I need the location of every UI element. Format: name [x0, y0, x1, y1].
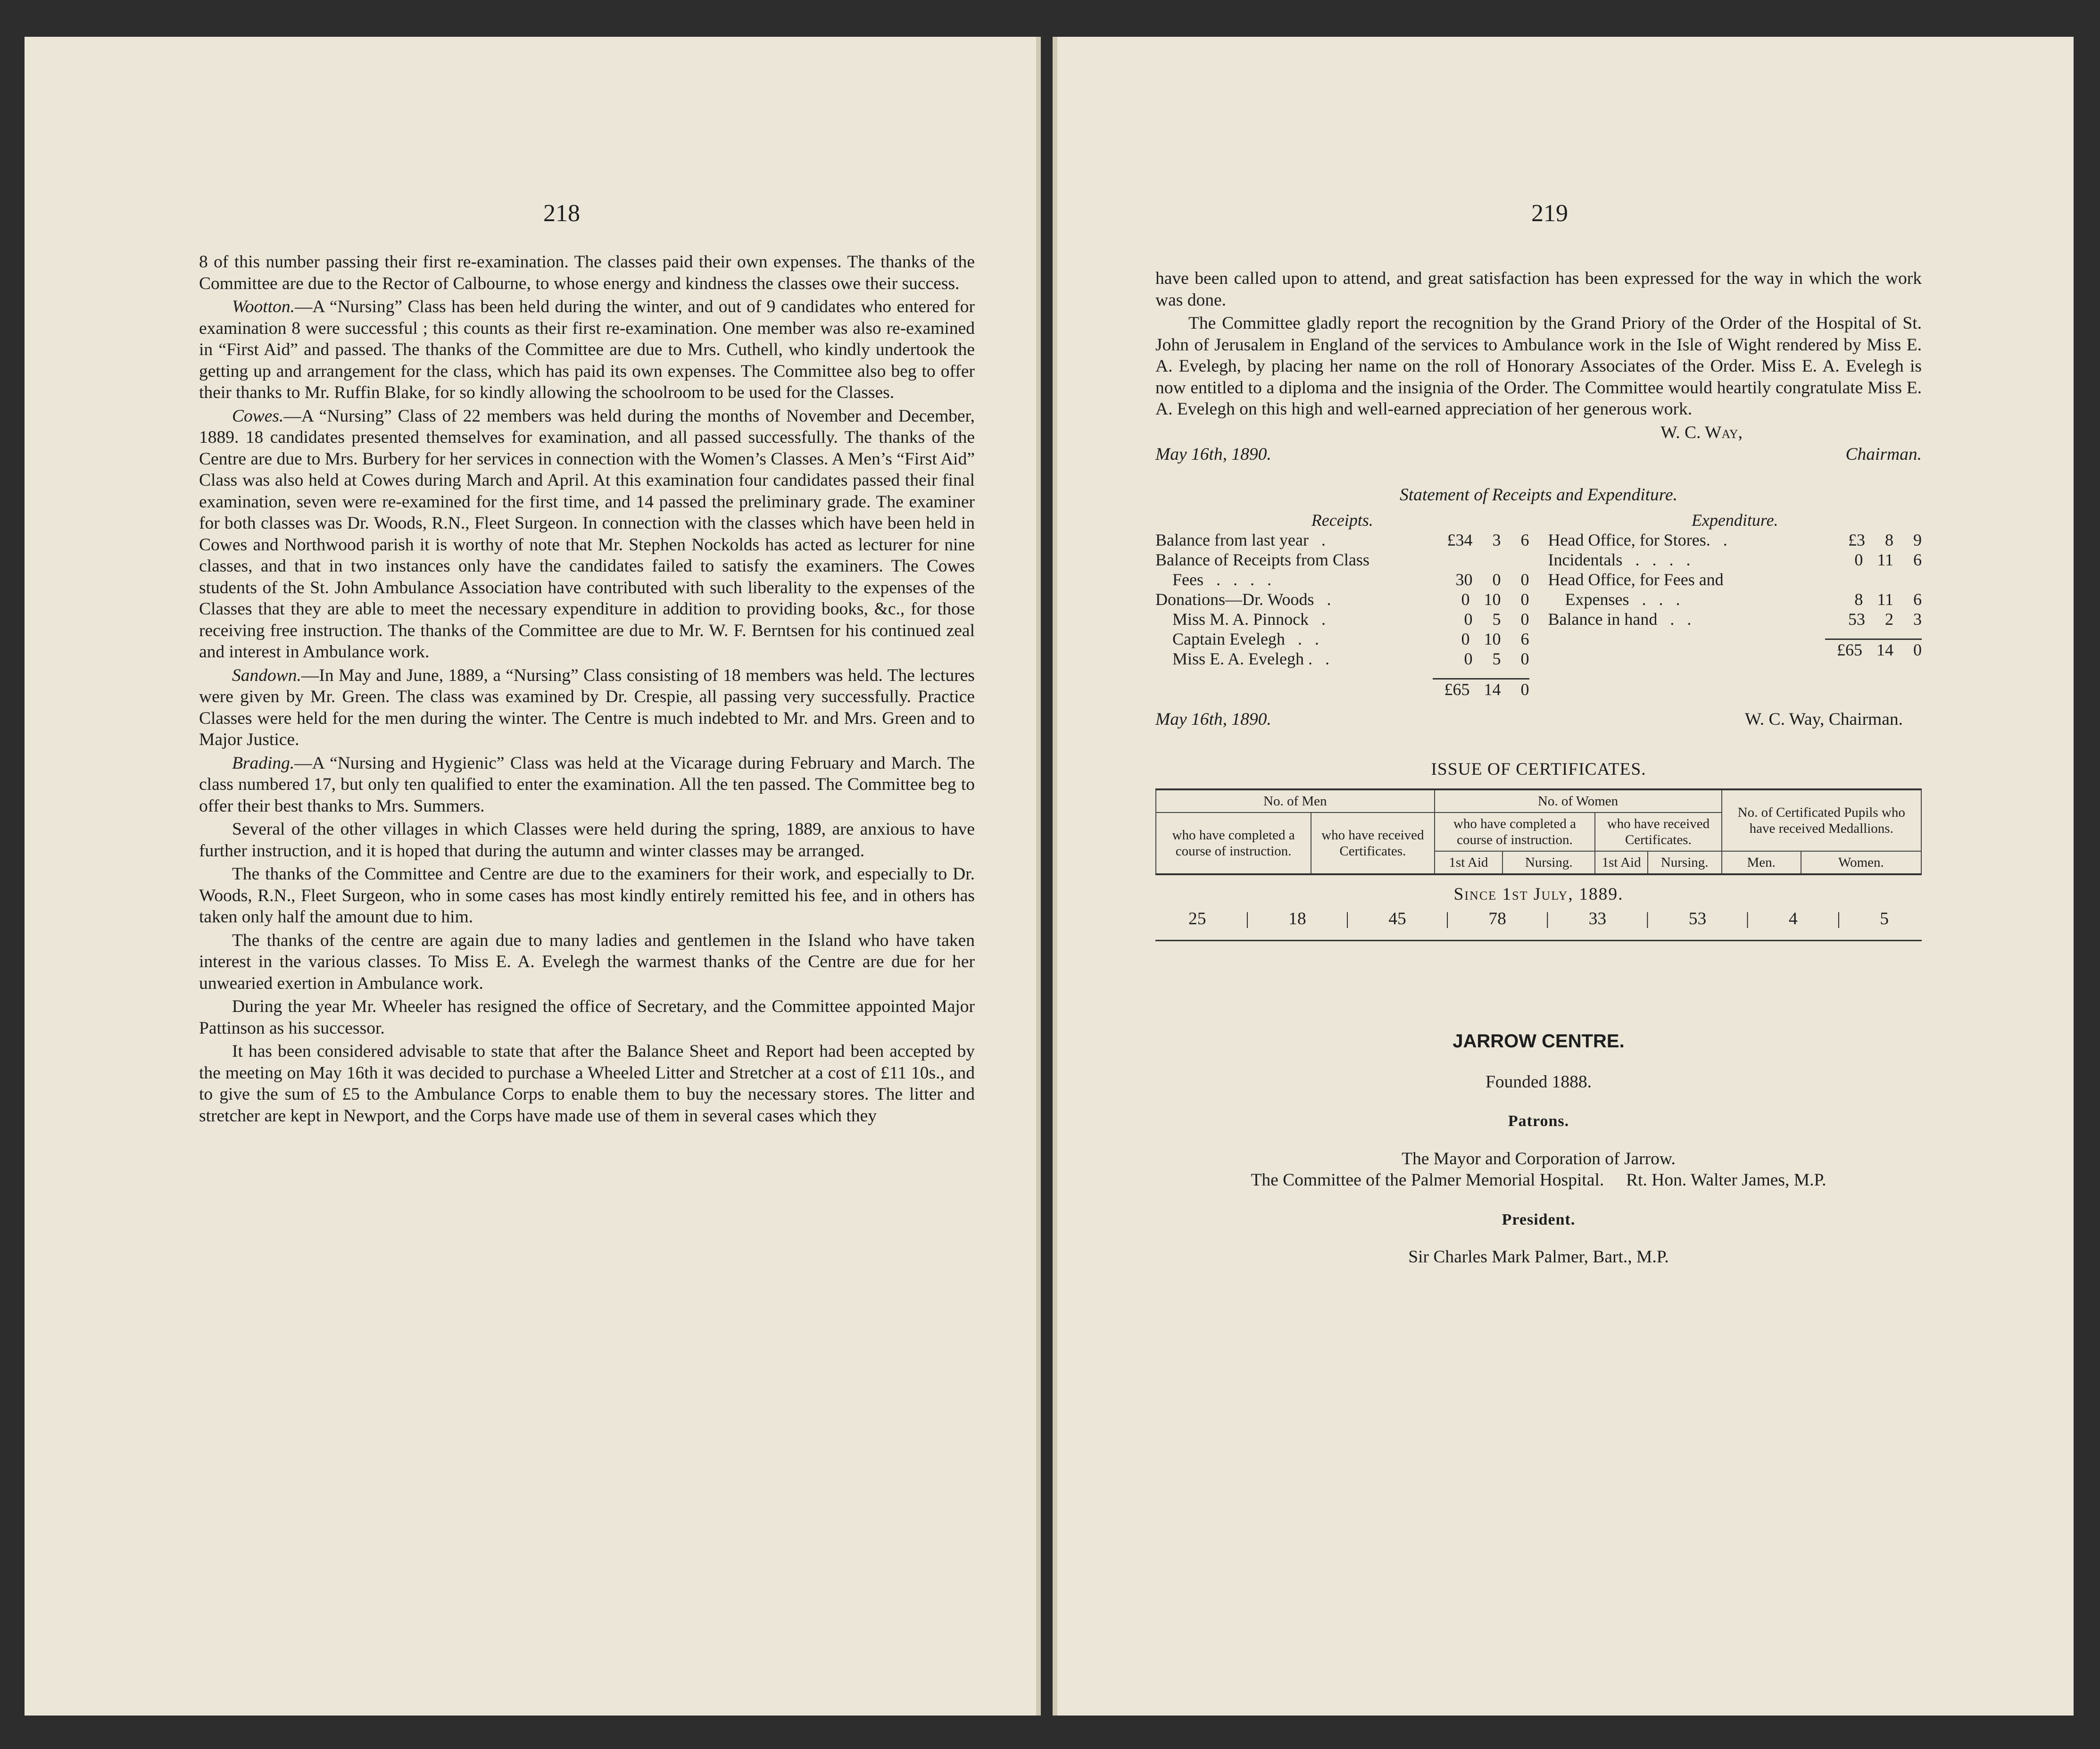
left-paragraph: [199, 1041, 975, 1127]
medal-men-header: Men.: [1722, 851, 1801, 874]
receipt-row-amount-d: 0: [1520, 610, 1529, 629]
nursing-header: Nursing.: [1502, 851, 1595, 874]
first-aid-header-2: 1st Aid: [1595, 851, 1648, 874]
men-header: No. of Men: [1156, 789, 1435, 812]
paragraph-lead: Sandown.: [232, 665, 301, 685]
expenditure-header: Expenditure.: [1691, 511, 1778, 530]
president-name: Sir Charles Mark Palmer, Bart., M.P.: [1408, 1247, 1669, 1267]
receipt-row-label: Captain Evelegh . .: [1155, 630, 1319, 648]
receipts-total-l: £65: [1444, 680, 1470, 699]
receipt-row-label: Miss E. A. Evelegh . .: [1155, 649, 1329, 668]
left-paragraph: [199, 406, 975, 663]
expenditure-row-amount-d: 6: [1913, 550, 1922, 569]
receipt-row-amount-l: 0: [1464, 649, 1473, 668]
left-page: [25, 37, 1041, 1716]
value-separator: |: [1745, 909, 1750, 928]
expenditure-row-amount-s: 11: [1877, 590, 1893, 609]
left-paragraph: [199, 296, 975, 404]
receipt-row: [1155, 649, 1529, 669]
certificate-value: 25: [1188, 909, 1206, 928]
receipt-row-amount-s: [1487, 550, 1501, 570]
value-separator: |: [1445, 909, 1449, 928]
expenditure-total-l: £65: [1837, 640, 1862, 659]
expenditure-row-amount-l: 8: [1854, 590, 1863, 609]
receipt-row-amount-d: 6: [1520, 531, 1529, 549]
signature-name: W. C. Way,: [1660, 423, 1743, 442]
paragraph-text: The thanks of the centre are again due to many ladies and gentlemen in the Island who have taken interest in the various classes. To Miss E. A. Evelegh the warmest thanks of the Centre are due for her unwearied exertion in Ambulance work.: [199, 930, 975, 993]
receipt-row-amount-d: 0: [1520, 590, 1529, 609]
receipts-total: [1155, 680, 1529, 699]
expenditure-row-amount-l: [1851, 570, 1865, 589]
paragraph-text: —In May and June, 1889, a “Nursing” Class consisting of 18 members was held. The lectures were given by Mr. Green. The class was examined by Dr. Crespie, all passing very successfully. Practice Classes were held for the men during the winter. The Centre is much indebted to Mr. and Mrs. Green and to Major Justice.: [199, 665, 975, 749]
signature-block: [1155, 422, 1922, 465]
left-text-column: [199, 251, 975, 1128]
women-header: No. of Women: [1435, 789, 1722, 812]
certificates-title: ISSUE OF CERTIFICATES.: [1431, 759, 1646, 779]
left-paragraph: [199, 819, 975, 862]
expenditure-row-amount-s: 11: [1877, 550, 1893, 569]
paragraph-text: During the year Mr. Wheeler has resigned the office of Secretary, and the Committee appointed Major Pattinson as his successor.: [199, 997, 975, 1038]
expenditure-row: [1548, 550, 1922, 570]
paragraph-text: The thanks of the Committee and Centre are due to the examiners for their work, and especially to Dr. Woods, R.N., Fleet Surgeon, who in some cases has most kindly entirely remitted his fee, and in others has taken only half the amount due to him.: [199, 864, 975, 927]
receipt-row-amount-s: 10: [1484, 630, 1501, 648]
certificate-value: 33: [1588, 909, 1607, 928]
receipt-row-amount-l: 0: [1461, 590, 1470, 609]
paragraph-lead: Brading.: [232, 753, 295, 773]
receipts-rows: [1155, 530, 1529, 669]
expenditure-row-amount-s: 2: [1885, 610, 1893, 629]
receipts-total-s: 14: [1484, 680, 1501, 699]
receipt-row-amount-d: 0: [1520, 570, 1529, 589]
value-separator: |: [1245, 909, 1249, 928]
continuation-paragraph: have been called upon to attend, and great satisfaction has been expressed for the way in which the work was done.: [1155, 269, 1922, 310]
left-paragraph: [199, 251, 975, 294]
value-separator: |: [1645, 909, 1650, 928]
expenditure-total-d: 0: [1913, 640, 1922, 659]
certificate-value: 53: [1688, 909, 1707, 928]
receipt-row: [1155, 589, 1529, 609]
table-bottom-rule: [1155, 940, 1922, 941]
receipt-row-amount-l: £34: [1447, 531, 1473, 549]
receipt-row-amount-d: [1515, 550, 1529, 570]
receipts-side: [1155, 510, 1529, 699]
since-date: Since 1st July, 1889.: [1453, 885, 1624, 904]
paragraph-text: —A “Nursing” Class of 22 members was held during the months of November and December, 1889. 18 candidates presented themselves for examination, and all passed successfully. The thanks of the Centre are due to Mrs. Burbery for her services in connection with the Women’s Classes. A Men’s “First Aid” Class was also held at Cowes during March and April. At this examination four candidates passed their final examination, seven were re-examined for the first time, and 14 passed the preliminary grade. The examiner for both classes was Dr. Woods, R.N., Fleet Surgeon. In connection with the classes which have been held in Cowes and Northwood parish it is worthy of note that Mr. Stephen Nockolds has acted as lecturer for nine classes, and that in two instances only have the candidates failed to satisfy the examiners. The Cowes students of the St. John Ambulance Association have contributed with such liberality to the expenses of the Classes that they are able to meet the necessary expenditure in addition to providing books, &c., for those receiving free instruction. The thanks of the Committee are due to Mr. W. F. Berntsen for his continued zeal and interest in Ambulance work.: [199, 406, 975, 662]
receipt-row-amount-l: 0: [1461, 630, 1470, 648]
receipt-row: [1155, 570, 1529, 589]
page-number-right: 219: [1531, 200, 1568, 227]
value-separator: |: [1345, 909, 1349, 928]
receipt-row-amount-l: 0: [1464, 610, 1473, 629]
receipt-row: [1155, 609, 1529, 629]
paragraph-lead: Wootton.: [232, 297, 295, 316]
paragraph-text: 8 of this number passing their first re-examination. The classes paid their own expenses. The thanks of the Committee are due to the Rector of Calbourne, to whose energy and kindness the classes owe their success.: [199, 252, 975, 293]
receipts-total-d: 0: [1520, 680, 1529, 699]
page-number-left: 218: [543, 200, 580, 227]
receipt-row: [1155, 550, 1529, 570]
expenditure-row-label: Head Office, for Stores. .: [1548, 531, 1727, 549]
paragraph-text: —A “Nursing” Class has been held during the winter, and out of 9 candidates who entered for examination 8 were successful ; this counts as their first re-examination. One member was also re-examined in “First Aid” and passed. The thanks of the Committee are due to Mrs. Cuthell, who kindly undertook the getting up and arrangement for the class, which has paid its own expenses. The Committee also beg to offer their thanks to Mr. Ruffin Blake, for so kindly allowing the schoolroom to be used for the Classes.: [199, 297, 975, 402]
receipt-row: [1155, 530, 1529, 550]
expenditure-row-amount-d: [1908, 570, 1922, 589]
paragraph-text: It has been considered advisable to state that after the Balance Sheet and Report had been accepted by the meeting on May 16th it was decided to purchase a Wheeled Litter and Stretcher at a cost of £11 10s., and to give the sum of £5 to the Ambulance Corps to enable them to buy the necessary stores. The litter and stretcher are kept in Newport, and the Corps have made use of them in several cases which they: [199, 1042, 975, 1126]
receipt-row-amount-l: [1459, 550, 1473, 570]
expenditure-row-amount-l: 0: [1854, 550, 1863, 569]
value-separator: |: [1545, 909, 1549, 928]
signature-title: Chairman.: [1845, 444, 1922, 464]
expenditure-row: [1548, 589, 1922, 609]
women-received-header: who have received Certificates.: [1595, 812, 1721, 851]
paragraph-text: Several of the other villages in which Classes were held during the spring, 1889, are anxious to have further instruction, and it is hoped that during the autumn and winter classes may be arranged.: [199, 820, 975, 861]
first-aid-header: 1st Aid: [1435, 851, 1503, 874]
value-separator: |: [1837, 909, 1841, 928]
expenditure-row: [1548, 570, 1922, 589]
patrons-heading: Patrons.: [1508, 1112, 1569, 1130]
receipt-row-amount-s: 0: [1492, 570, 1501, 589]
certificate-value: 78: [1488, 909, 1506, 928]
president-heading: President.: [1502, 1210, 1576, 1228]
patrons-line-1: The Mayor and Corporation of Jarrow.: [1402, 1149, 1676, 1169]
expenditure-row: [1548, 530, 1922, 550]
women-completed-header: who have completed a course of instruction.: [1435, 812, 1595, 851]
left-paragraph: [199, 863, 975, 928]
expenditure-side: [1548, 510, 1922, 699]
left-paragraph: [199, 665, 975, 751]
certificates-table: [1155, 788, 1922, 875]
left-paragraph: [199, 753, 975, 817]
paragraph-text: —A “Nursing and Hygienic” Class was held at the Vicarage during February and March. The class numbered 17, but only ten qualified to enter the examination. All the ten passed. The Committee beg to offer their best thanks to Mrs. Summers.: [199, 753, 975, 816]
men-completed-header: who have completed a course of instruction.: [1156, 812, 1311, 874]
expenditure-row-amount-d: 3: [1913, 610, 1922, 629]
certificate-value: 45: [1388, 909, 1406, 928]
date-2: May 16th, 1890.: [1155, 710, 1271, 729]
receipt-row-amount-d: 6: [1520, 630, 1529, 648]
expenditure-row-amount-s: 8: [1885, 531, 1893, 549]
receipt-row: [1155, 629, 1529, 649]
right-page: [1053, 37, 2074, 1716]
expenditure-row-amount-d: 6: [1913, 590, 1922, 609]
expenditure-row-amount-s: [1879, 570, 1893, 589]
nursing-header-2: Nursing.: [1648, 851, 1722, 874]
receipt-row-label: Balance from last year .: [1155, 531, 1326, 549]
date-1: May 16th, 1890.: [1155, 444, 1271, 464]
receipt-row-amount-s: 5: [1492, 649, 1501, 668]
receipt-row-label: Donations—Dr. Woods .: [1155, 590, 1331, 609]
signature-2: W. C. Way, Chairman.: [1744, 710, 1903, 729]
certificate-value: 5: [1880, 909, 1889, 928]
expenditure-total-s: 14: [1876, 640, 1893, 659]
founded-line: Founded 1888.: [1486, 1072, 1592, 1092]
expenditure-total: [1548, 640, 1922, 660]
receipt-row-amount-d: 0: [1520, 649, 1529, 668]
expenditure-rows: [1548, 530, 1922, 629]
receipt-row-amount-s: 10: [1484, 590, 1501, 609]
expenditure-row-label: Balance in hand . .: [1548, 610, 1692, 629]
receipt-row-label: Fees . . . .: [1155, 570, 1271, 589]
expenditure-row-amount-l: £3: [1848, 531, 1865, 549]
left-paragraph: [199, 996, 975, 1039]
right-text-column: [1155, 268, 1922, 1268]
certificate-value: 18: [1288, 909, 1306, 928]
certificate-values: [1155, 908, 1922, 930]
expenditure-row: [1548, 609, 1922, 629]
receipt-row-amount-l: 30: [1455, 570, 1473, 589]
recognition-paragraph: The Committee gladly report the recognition by the Grand Priory of the Order of the Hospital of St. John of Jerusalem in England of the services to Ambulance work in the Isle of Wight rendered by Miss E. A. Evelegh, by placing her name on the roll of Honorary Associates of the Order. Miss E. A. Evelegh is now entitled to a diploma and the insignia of the Order. The Committee would heartily congratulate Miss E. A. Evelegh on this high and well-earned appreciation of her generous work.: [1155, 314, 1922, 419]
men-received-header: who have received Certificates.: [1311, 812, 1434, 874]
expenditure-row-amount-l: 53: [1848, 610, 1865, 629]
expenditure-row-label: Head Office, for Fees and: [1548, 570, 1724, 589]
patrons-line-2: The Committee of the Palmer Memorial Hospital. Rt. Hon. Walter James, M.P.: [1251, 1170, 1826, 1190]
receipts-header: Receipts.: [1311, 511, 1373, 530]
medallions-header: No. of Certificated Pupils who have received Medallions.: [1722, 789, 1922, 851]
receipt-row-label: Balance of Receipts from Class: [1155, 550, 1370, 569]
paragraph-lead: Cowes.: [232, 406, 284, 426]
receipt-row-amount-s: 5: [1492, 610, 1501, 629]
medal-women-header: Women.: [1801, 851, 1921, 874]
statement-signature: [1155, 709, 1922, 730]
expenditure-row-amount-d: 9: [1913, 531, 1922, 549]
receipt-row-label: Miss M. A. Pinnock .: [1155, 610, 1326, 629]
statement-title: Statement of Receipts and Expenditure.: [1399, 485, 1678, 505]
certificate-value: 4: [1788, 909, 1798, 928]
centre-heading: JARROW CENTRE.: [1453, 1031, 1625, 1052]
receipt-row-amount-s: 3: [1492, 531, 1501, 549]
left-paragraph: [199, 930, 975, 995]
expenditure-row-label: Expenses . . .: [1548, 590, 1680, 609]
expenditure-row-label: Incidentals . . . .: [1548, 550, 1691, 569]
financial-statement: [1155, 510, 1922, 699]
